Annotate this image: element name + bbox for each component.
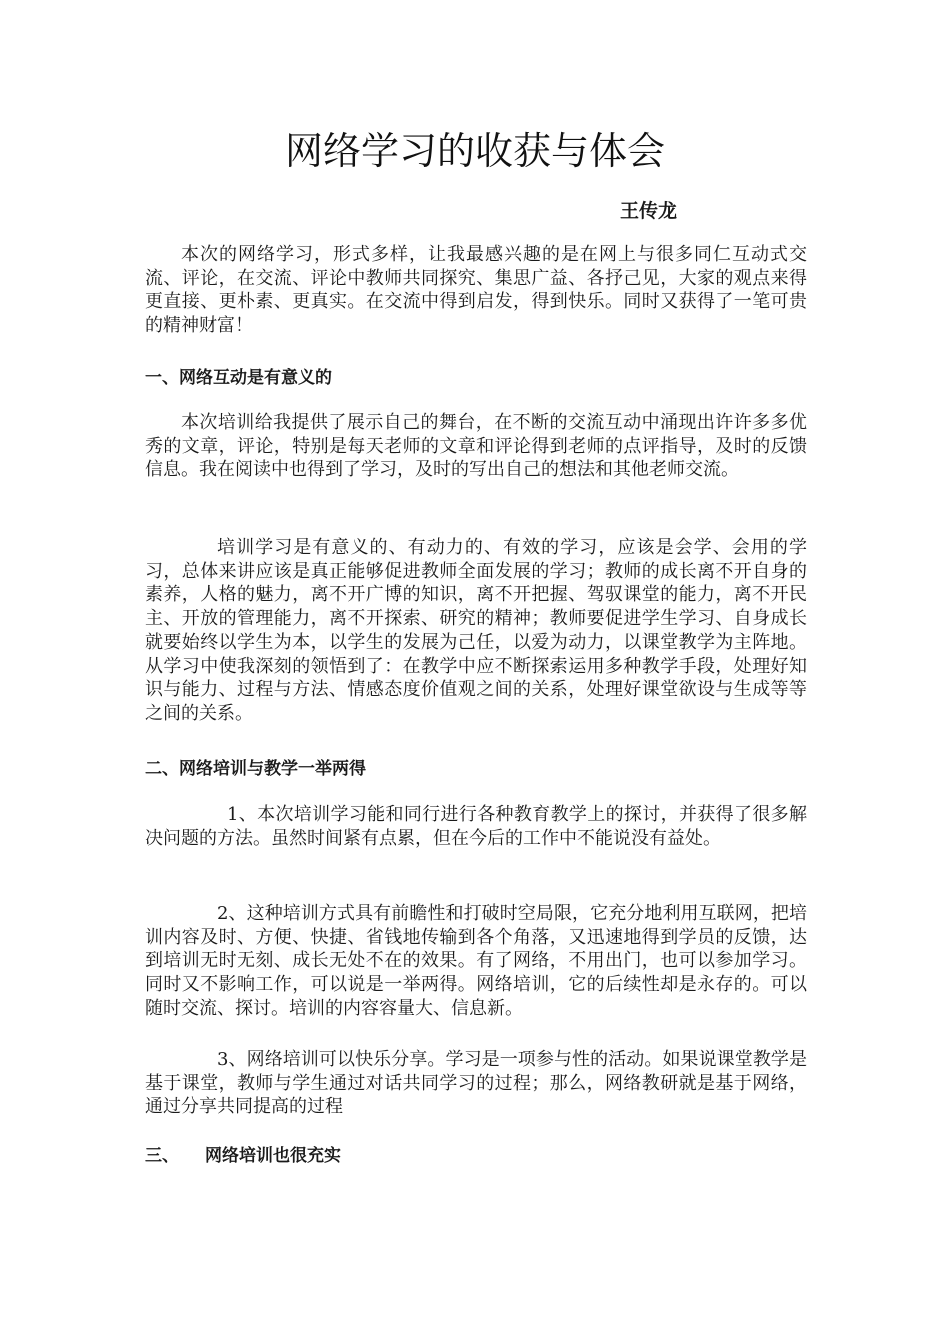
section-heading-2: 二、网络培训与教学一举两得 [145,759,366,779]
paragraph-point-3: 3、网络培训可以快乐分享。学习是一项参与性的活动。如果说课堂教学是基于课堂，教师与学生通过对话共同学习的过程；那么，网络教研就是基于网络，通过分享共同提高的过程 [145,1049,807,1118]
paragraph-point-2: 2、这种培训方式具有前瞻性和打破时空局限，它充分地利用互联网，把培训内容及时、方便、快捷、省钱地传输到各个角落，又迅速地得到学员的反馈，达到培训无时无刻、成长无处不在的效果。有了网络，不用出门，也可以参加学习。同时又不影响工作，可以说是一举两得。网络培训，它的后续性却是永存的。可以随时交流、探讨。培训的内容容量大、信息新。 [145,903,807,1019]
paragraph-intro: 本次的网络学习，形式多样，让我最感兴趣的是在网上与很多同仁互动式交流、评论，在交流、评论中教师共同探究、集思广益、各抒己见，大家的观点来得更直接、更朴素、更真实。在交流中得到启发，得到快乐。同时又获得了一笔可贵的精神财富！ [145,244,807,337]
section-heading-3-text: 网络培训也很充实 [205,1146,341,1166]
section-heading-1: 一、网络互动是有意义的 [145,368,332,388]
author-name: 王传龙 [620,200,678,222]
paragraph-point-1: 1、本次培训学习能和同行进行各种教育教学上的探讨，并获得了很多解决问题的方法。虽然时间紧有点累，但在今后的工作中不能说没有益处。 [145,804,807,849]
paragraph-section1-a: 本次培训给我提供了展示自己的舞台，在不断的交流互动中涌现出许许多多优秀的文章，评论，特别是每天老师的文章和评论得到老师的点评指导，及时的反馈信息。我在阅读中也得到了学习，及时的写出自己的想法和其他老师交流。 [145,412,807,481]
section-heading-3 [145,1144,807,1168]
paragraph-section1-b: 培训学习是有意义的、有动力的、有效的学习，应该是会学、会用的学习，总体来讲应该是真正能够促进教师全面发展的学习；教师的成长离不开自身的素养，人格的魅力，离不开广博的知识，离不开把握、驾驭课堂的能力，离不开民主、开放的管理能力，离不开探索、研究的精神；教师要促进学生学习、自身成长就要始终以学生为本，以学生的发展为己任，以爱为动力，以课堂教学为主阵地。从学习中使我深刻的领悟到了：在教学中应不断探索运用多种教学手段，处理好知识与能力、过程与方法、情感态度价值观之间的关系，处理好课堂欲设与生成等等之间的关系。 [145,537,807,724]
document-title: 网络学习的收获与体会 [284,129,665,173]
section-heading-3-number: 三、 [145,1146,179,1166]
